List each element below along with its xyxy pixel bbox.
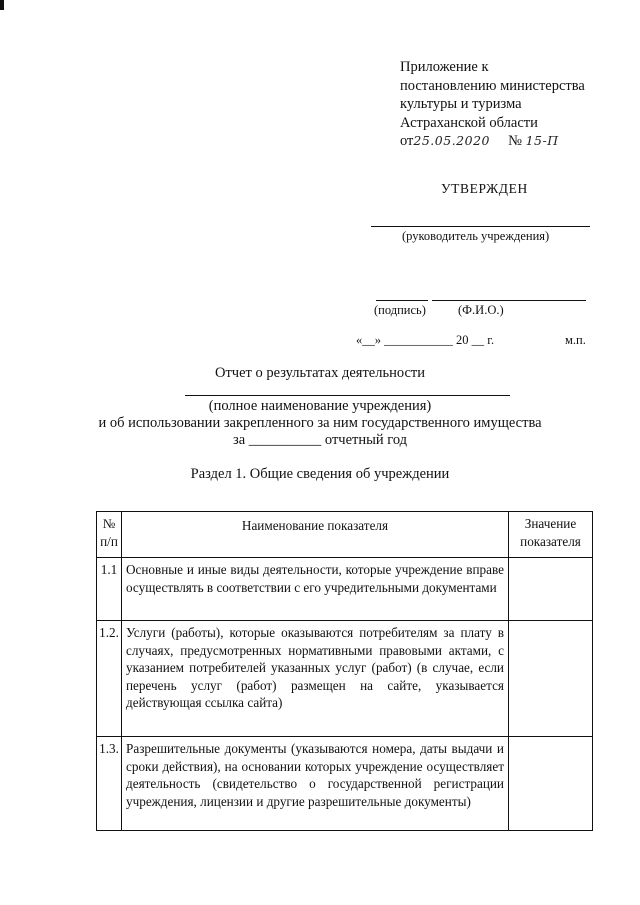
head-signature-line xyxy=(371,226,590,227)
name-line xyxy=(432,300,586,301)
table-row xyxy=(97,737,593,831)
appendix-block xyxy=(400,58,585,151)
appendix-line-1: Приложение к xyxy=(400,59,489,75)
row-indicator-name: Основные и иные виды деятельности, которые учреждение вправе осуществлять в соответствии с его учредительными документами xyxy=(122,558,509,621)
institution-name-line xyxy=(185,395,510,396)
from-prefix: от xyxy=(400,133,414,149)
header-num: № п/п xyxy=(97,512,122,558)
section-title: Раздел 1. Общие сведения об учреждении xyxy=(190,466,450,482)
appendix-line-4: Астраханской области xyxy=(400,114,538,131)
signature-caption: (подпись) xyxy=(374,303,426,317)
approved-title: УТВЕРЖДЕН xyxy=(441,181,528,196)
handwritten-number: 15-П xyxy=(525,133,559,148)
report-title: Отчет о результатах деятельности xyxy=(215,365,425,381)
row-number: 1.1 xyxy=(97,558,122,621)
row-number: 1.3. xyxy=(97,737,122,831)
handwritten-date: 25.05.2020 xyxy=(413,133,490,148)
signature-line xyxy=(376,300,428,301)
scan-corner-mark xyxy=(0,0,4,10)
row-value-cell xyxy=(509,621,593,737)
row-indicator-name: Услуги (работы), которые оказываются потребителям за плату в случаях, предусмотренных нормативными правовыми актами, с указанием потребителей указанных услуг (работ) (в случае, если перечень услуг (работ) размещен на сайте, указывается действующая ссылка сайта) xyxy=(122,621,509,737)
report-usage-line: и об использовании закрепленного за ним государственного имущества xyxy=(98,415,542,431)
name-caption: (Ф.И.О.) xyxy=(458,303,504,317)
appendix-line-2: постановлению министерства xyxy=(400,77,585,94)
table-header-row xyxy=(97,512,593,558)
number-prefix: № xyxy=(508,133,522,149)
report-period-line: за __________ отчетный год xyxy=(232,432,408,448)
appendix-date-number-line xyxy=(400,132,585,151)
header-value: Значение показателя xyxy=(509,512,593,558)
row-number: 1.2. xyxy=(97,621,122,737)
indicators-table xyxy=(96,511,593,831)
institution-name-caption: (полное наименование учреждения) xyxy=(208,398,432,414)
table-row xyxy=(97,558,593,621)
row-value-cell xyxy=(509,558,593,621)
appendix-line-3: культуры и туризма xyxy=(400,96,522,112)
row-value-cell xyxy=(509,737,593,831)
row-indicator-name: Разрешительные документы (указываются номера, даты выдачи и сроки действия), на основании которых учреждение осуществляет деятельность (свидетельство о государственной регистрации учреждения, лицензии и другие разрешительные документы) xyxy=(122,737,509,831)
header-name: Наименование показателя xyxy=(122,512,509,558)
table-row xyxy=(97,621,593,737)
approval-date-line: «__» ___________ 20 __ г. xyxy=(356,333,495,347)
seal-mark: м.п. xyxy=(565,333,586,347)
head-caption: (руководитель учреждения) xyxy=(402,229,550,243)
